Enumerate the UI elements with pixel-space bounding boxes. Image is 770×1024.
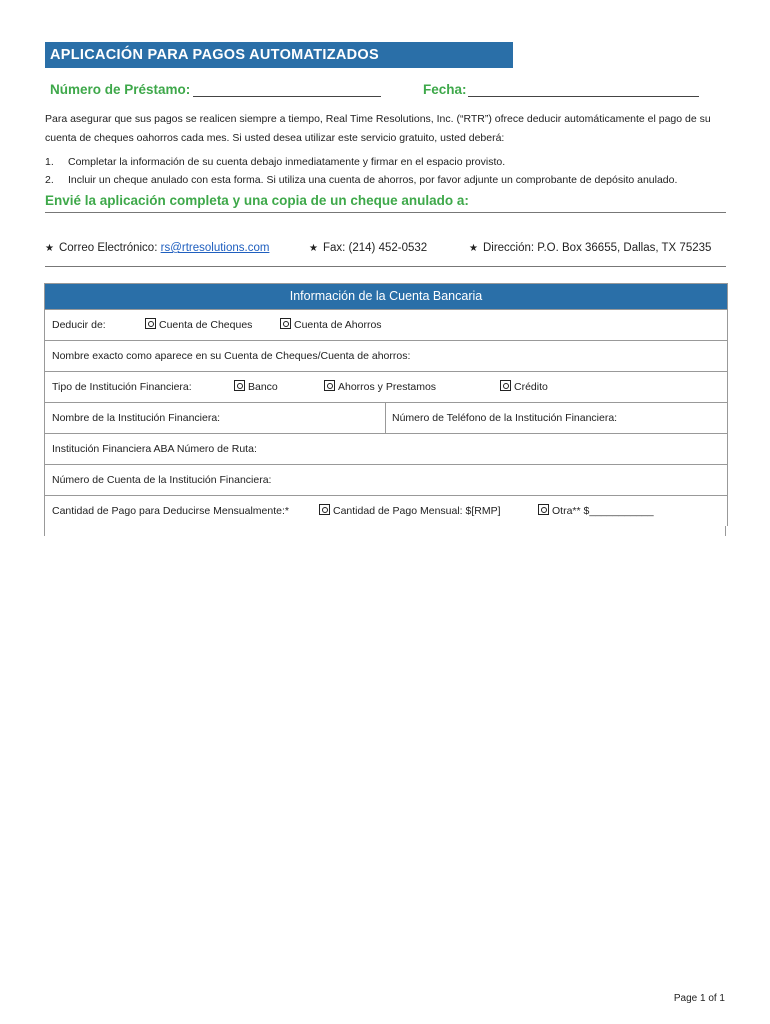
list-item xyxy=(45,171,745,189)
other-amount-option[interactable] xyxy=(538,496,654,526)
loan-number-label: Número de Préstamo: xyxy=(50,82,191,97)
fax-item xyxy=(309,242,427,254)
savings-loan-option[interactable] xyxy=(324,372,436,402)
list-text: Incluir un cheque anulado con esta forma. Si utiliza una cuenta de ahorros, por favor adjunte un comprobante de depósito anulado. xyxy=(68,174,678,186)
list-text: Completar la información de su cuenta debajo inmediatamente y firmar en el espacio provisto. xyxy=(68,156,506,168)
bank-option[interactable] xyxy=(234,372,278,402)
monthly-amount-option[interactable] xyxy=(319,496,501,526)
inst-name-field[interactable]: Nombre de la Institución Financiera: xyxy=(52,412,221,424)
radio-icon[interactable] xyxy=(324,380,335,391)
option-label: Otra** $___________ xyxy=(552,505,654,517)
table-row xyxy=(45,309,727,340)
table-row xyxy=(45,495,727,526)
table-row xyxy=(45,340,727,371)
option-label: Crédito xyxy=(514,381,548,393)
list-item xyxy=(45,153,745,171)
inst-phone-field[interactable]: Número de Teléfono de la Institución Financiera: xyxy=(392,412,618,424)
option-label: Cantidad de Pago Mensual: $[RMP] xyxy=(333,505,501,517)
date-field[interactable] xyxy=(468,96,699,97)
list-number: 1. xyxy=(45,156,54,168)
option-label: Banco xyxy=(248,381,278,393)
divider xyxy=(45,212,726,213)
divider xyxy=(45,266,726,267)
option-label: Cuenta de Cheques xyxy=(159,319,253,331)
deduct-label: Deducir de: xyxy=(52,319,106,331)
table-row xyxy=(45,433,727,464)
loan-number-field[interactable] xyxy=(193,96,381,97)
email-link[interactable]: rs@rtresolutions.com xyxy=(160,242,270,254)
account-number-field[interactable]: Número de Cuenta de la Institución Financiera: xyxy=(52,474,272,486)
radio-icon[interactable] xyxy=(500,380,511,391)
radio-icon[interactable] xyxy=(538,504,549,515)
border-tail xyxy=(44,526,45,536)
fax-text: Fax: (214) 452-0532 xyxy=(322,242,428,254)
send-title: Envié la aplicación completa y una copia de un cheque anulado a: xyxy=(45,193,469,208)
amount-label: Cantidad de Pago para Deducirse Mensualmente:* xyxy=(52,505,289,517)
page-number: Page 1 of 1 xyxy=(673,993,725,1004)
checking-option[interactable] xyxy=(145,310,252,340)
date-label: Fecha: xyxy=(423,82,467,97)
list-number: 2. xyxy=(45,174,54,186)
table-row xyxy=(45,464,727,495)
star-icon: ★ xyxy=(45,243,54,254)
loan-row xyxy=(50,82,710,102)
contact-row xyxy=(45,242,730,260)
radio-icon[interactable] xyxy=(319,504,330,515)
bank-info-table xyxy=(44,283,728,526)
address-item xyxy=(469,242,711,254)
steps-list xyxy=(45,153,745,189)
cell-divider xyxy=(385,403,386,433)
savings-option[interactable] xyxy=(280,310,382,340)
star-icon: ★ xyxy=(309,243,318,254)
credit-option[interactable] xyxy=(500,372,548,402)
table-row xyxy=(45,402,727,433)
intro-paragraph: Para asegurar que sus pagos se realicen siempre a tiempo, Real Time Resolutions, Inc. (“RTR”) ofrece deducir automáticamente el pago de su cuenta de cheques oahorros cada mes. Si usted desea utilizar este servicio gratuito, usted deberá: xyxy=(45,113,711,144)
address-text: Dirección: P.O. Box 36655, Dallas, TX 75235 xyxy=(482,242,712,254)
email-label: Correo Electrónico: xyxy=(58,242,158,254)
bank-info-header: Información de la Cuenta Bancaria xyxy=(45,284,727,309)
table-row xyxy=(45,371,727,402)
radio-icon[interactable] xyxy=(280,318,291,329)
inst-type-label: Tipo de Institución Financiera: xyxy=(52,381,192,393)
radio-icon[interactable] xyxy=(234,380,245,391)
star-icon: ★ xyxy=(469,243,478,254)
option-label: Cuenta de Ahorros xyxy=(294,319,382,331)
email-item xyxy=(45,242,269,254)
option-label: Ahorros y Prestamos xyxy=(338,381,437,393)
aba-field[interactable]: Institución Financiera ABA Número de Ruta: xyxy=(52,443,257,455)
exact-name-field[interactable]: Nombre exacto como aparece en su Cuenta de Cheques/Cuenta de ahorros: xyxy=(52,350,411,362)
form-title: APLICACIÓN PARA PAGOS AUTOMATIZADOS xyxy=(45,42,513,68)
radio-icon[interactable] xyxy=(145,318,156,329)
border-tail xyxy=(725,526,726,536)
